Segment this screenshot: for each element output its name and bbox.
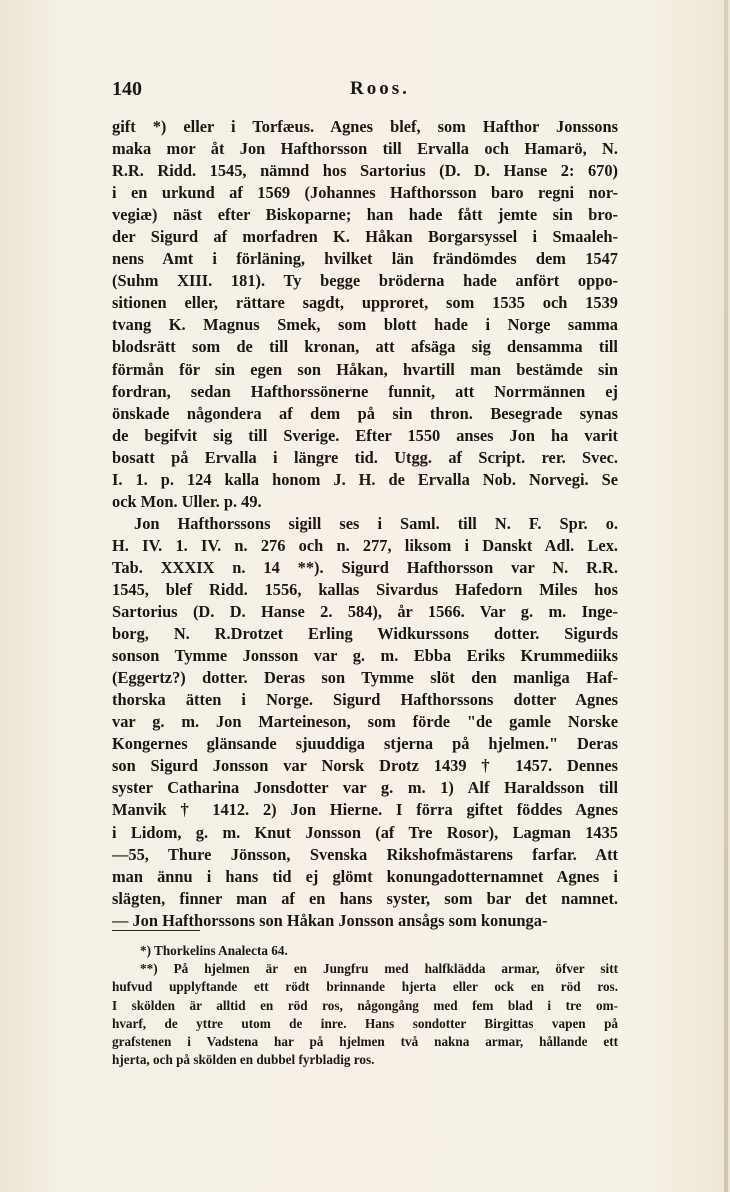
text-line: man ännu i hans tid ej glömt konungadotternamnet Agnes i xyxy=(112,866,618,886)
text-line: maka mor åt Jon Hafthorsson till Ervalla och Hamarö, N. xyxy=(112,139,618,159)
text-line: der Sigurd af morfadren K. Håkan Borgarsyssel i Smaaleh- xyxy=(112,227,618,247)
text-line: i en urkund af 1569 (Johannes Hafthorsson baro regni nor- xyxy=(112,183,618,203)
text-line: 1545, blef Ridd. 1556, kallas Sivardus Hafedorn Miles hos xyxy=(112,579,618,599)
footnote-line: **) På hjelmen är en Jungfru med halfklädda armar, öfver sitt xyxy=(140,961,618,977)
text-line: förmån för sin egen son Håkan, hvartill man bestämde sin xyxy=(112,359,618,379)
text-line: var g. m. Jon Marteineson, som förde "de gamle Norske xyxy=(112,712,618,732)
text-line: H. IV. 1. IV. n. 276 och n. 277, liksom i Danskt Adl. Lex. xyxy=(112,535,618,555)
text-line: bosatt på Ervalla i längre tid. Utgg. af Script. rer. Svec. xyxy=(112,447,618,467)
body-text xyxy=(112,116,618,932)
text-line: — Jon Hafthorssons son Håkan Jonsson ansågs som konunga- xyxy=(112,910,548,930)
footnote-line: *) Thorkelins Analecta 64. xyxy=(140,943,288,958)
text-line: —55, Thure Jönsson, Svenska Rikshofmästarens farfar. Att xyxy=(112,844,618,864)
text-line: (Suhm XIII. 181). Ty begge bröderna hade anfört oppo- xyxy=(112,271,618,291)
text-line: fordran, sedan Hafthorssönerne funnit, att Norrmännen ej xyxy=(112,381,618,401)
text-line: nens Amt i förläning, hvilket län frändömdes dem 1547 xyxy=(112,249,618,269)
text-line: Manvik † 1412. 2) Jon Hierne. I förra giftet föddes Agnes xyxy=(112,800,618,820)
text-line: thorska ätten i Norge. Sigurd Hafthorssons dotter Agnes xyxy=(112,690,618,710)
running-title: Roos. xyxy=(350,78,410,99)
text-line: R.R. Ridd. 1545, nämnd hos Sartorius (D. D. Hanse 2: 670) xyxy=(112,161,618,181)
text-line: ock Mon. Uller. p. 49. xyxy=(112,491,262,511)
text-line: Kongernes glänsande sjuuddiga stjerna på hjelmen." Deras xyxy=(112,734,618,754)
footnote-line: I skölden är alltid en röd ros, någongång med fem blad i tre om- xyxy=(112,997,618,1013)
text-line: Sartorius (D. D. Hanse 2. 584), år 1566. Var g. m. Inge- xyxy=(112,602,618,622)
text-line: Jon Hafthorssons sigill ses i Saml. till N. F. Spr. o. xyxy=(134,513,618,533)
text-line: vegiæ) näst efter Biskoparne; han hade fått jemte sin bro- xyxy=(112,205,618,225)
text-line: borg, N. R.Drotzet Erling Widkurssons dotter. Sigurds xyxy=(112,624,618,644)
text-line: son Sigurd Jonsson var Norsk Drotz 1439 † 1457. Dennes xyxy=(112,756,618,776)
text-line: sitionen eller, rättare sagdt, upproret, som 1535 och 1539 xyxy=(112,293,618,313)
footnote-line: hufvud upplyftande ett rödt brinnande hjerta eller ock en röd ros. xyxy=(112,979,618,995)
text-line: blodsrätt som de till kronan, att afsäga sig densamma till xyxy=(112,337,618,357)
text-line: Tab. XXXIX n. 14 **). Sigurd Hafthorsson var N. R.R. xyxy=(112,557,618,577)
text-line: gift *) eller i Torfæus. Agnes blef, som Hafthor Jonssons xyxy=(112,117,618,136)
footnotes xyxy=(112,942,618,1069)
text-line: syster Catharina Jonsdotter var g. m. 1) Alf Haraldsson till xyxy=(112,778,618,798)
footnote-line: hvarf, de yttre utom de inre. Hans sondotter Birgittas vapen på xyxy=(112,1015,618,1031)
text-line: I. 1. p. 124 kalla honom J. H. de Ervalla Nob. Norvegi. Se xyxy=(112,469,618,489)
text-line: önskade någondera af dem på sin thron. Besegrade synas xyxy=(112,403,618,423)
page-number: 140 xyxy=(112,78,142,100)
page-header xyxy=(112,78,612,108)
text-line: sonson Tymme Jonsson var g. m. Ebba Eriks Krummediiks xyxy=(112,646,618,666)
text-line: tvang K. Magnus Smek, som blott hade i Norge samma xyxy=(112,315,618,335)
footnote-line: hjerta, och på skölden en dubbel fyrbladig ros. xyxy=(112,1052,375,1068)
footnote-rule xyxy=(112,930,200,931)
footnote-line: grafstenen i Vadstena har på hjelmen två nakna armar, hållande ett xyxy=(112,1033,618,1049)
text-line: (Eggertz?) dotter. Deras son Tymme slöt den manliga Haf- xyxy=(112,668,618,688)
text-line: slägten, finner man af en hans syster, som bar det namnet. xyxy=(112,888,618,908)
text-line: de begifvit sig till Sverige. Efter 1550 anses Jon ha varit xyxy=(112,425,618,445)
text-line: i Lidom, g. m. Knut Jonsson (af Tre Rosor), Lagman 1435 xyxy=(112,822,618,842)
page-edge xyxy=(724,0,728,1192)
